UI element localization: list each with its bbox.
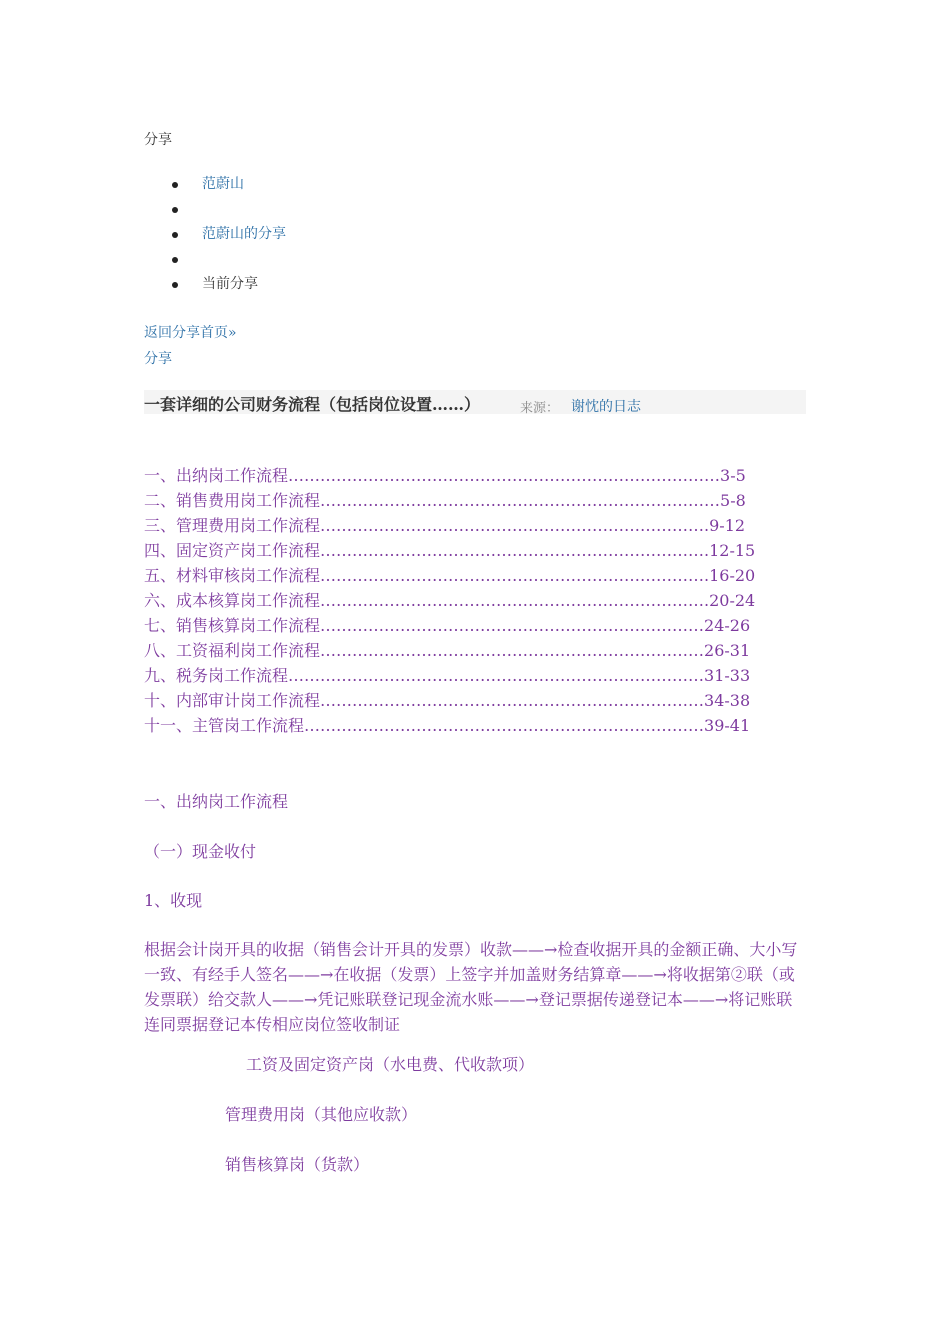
toc-pages: 31-33 [704,666,751,685]
toc-item-text: 三、管理费用岗工作流程 [144,516,321,535]
bullet-icon [172,282,178,288]
toc-pages: 24-26 [704,616,751,635]
breadcrumb [144,172,286,297]
breadcrumb-item-user-shares[interactable] [144,222,286,247]
toc-pages: .12-15 [704,541,756,560]
toc-item-text: 五、材料审核岗工作流程 [144,566,321,585]
bullet-icon [172,182,178,188]
branch-admin-expense: 管理费用岗（其他应收款） [225,1105,418,1124]
breadcrumb-link-user-shares[interactable]: 范蔚山的分享 [202,226,286,242]
toc-pages: .20-24 [704,591,756,610]
toc-pages: 5-8 [720,491,746,510]
toc-pages: 34-38 [704,691,751,710]
branch-sales-accounting: 销售核算岗（货款） [225,1155,370,1174]
toc-pages: 39-41 [704,716,751,735]
breadcrumb-link-user[interactable]: 范蔚山 [202,176,244,192]
process-paragraph: 根据会计岗开具的收据（销售会计开具的发票）收款——→检查收据开具的金额正确、大小写一致、有经手人签名——→在收据（发票）上签字并加盖财务结算章——→将收据第②联（或发票联）给交款人——→凭记账联登记现金流水账——→登记票据传递登记本——→将记账联连同票据登记本传相应岗位签收制证 [144,940,798,1034]
toc-item-text: 九、税务岗工作流程 [144,666,289,685]
source-label: 来源： [520,401,560,416]
toc-item-text: 十、内部审计岗工作流程 [144,691,321,710]
breadcrumb-item-user[interactable] [144,172,286,197]
toc-item[interactable] [144,688,755,713]
toc-pages: 3-5 [720,466,746,485]
bullet-icon [172,232,178,238]
toc-leader: ………………………………………………………………… [304,716,705,735]
section-subheading: （一）现金收付 [144,842,257,861]
breadcrumb-separator [144,247,286,272]
toc-item-text: 四、固定资产岗工作流程 [144,541,321,560]
share-link[interactable]: 分享 [144,351,172,367]
toc-item[interactable] [144,713,755,738]
toc-leader: ……………………………………………………………… [320,566,705,585]
toc-item-text: 十一、主管岗工作流程 [144,716,305,735]
toc-item[interactable] [144,663,755,688]
toc-leader: ……………………………………………………………… [320,516,705,535]
item-title: 1、收现 [144,891,203,910]
toc-item-text: 一、出纳岗工作流程 [144,466,289,485]
toc-leader: ……………………………………………………………………… [288,466,721,485]
toc-leader: …………………………………………………………………… [288,666,705,685]
branch-payroll-assets: 工资及固定资产岗（水电费、代收款项） [246,1055,535,1074]
toc-item[interactable] [144,463,755,488]
breadcrumb-current: 当前分享 [202,276,258,292]
breadcrumb-separator [144,197,286,222]
share-header: 分享 [144,132,172,148]
toc-leader: ………………………………………………………………… [320,491,721,510]
bullet-icon [172,257,178,263]
toc-item[interactable] [144,613,755,638]
toc-item[interactable] [144,488,755,513]
article-title: 一套详细的公司财务流程（包括岗位设置……） [144,395,481,414]
toc-pages: .9-12 [704,516,746,535]
toc-leader: ……………………………………………………………… [320,641,705,660]
toc-item[interactable] [144,563,755,588]
back-to-share-home-link[interactable]: 返回分享首页» [144,325,237,341]
toc-leader: ……………………………………………………………… [320,591,705,610]
section-heading: 一、出纳岗工作流程 [144,792,289,811]
toc-leader: ……………………………………………………………… [320,541,705,560]
breadcrumb-item-current [144,272,286,297]
toc-pages: 26-31 [704,641,751,660]
toc-pages: .16-20 [704,566,756,585]
toc-item-text: 八、工资福利岗工作流程 [144,641,321,660]
toc-item-text: 六、成本核算岗工作流程 [144,591,321,610]
toc-item-text: 七、销售核算岗工作流程 [144,616,321,635]
toc-leader: ……………………………………………………………… [320,691,705,710]
toc-item[interactable] [144,588,755,613]
toc-item-text: 二、销售费用岗工作流程 [144,491,321,510]
toc-item[interactable] [144,638,755,663]
toc-item[interactable] [144,538,755,563]
toc-leader: ……………………………………………………………… [320,616,705,635]
bullet-icon [172,207,178,213]
table-of-contents [144,463,755,738]
toc-item[interactable] [144,513,755,538]
source-link[interactable]: 谢忱的日志 [571,399,641,415]
